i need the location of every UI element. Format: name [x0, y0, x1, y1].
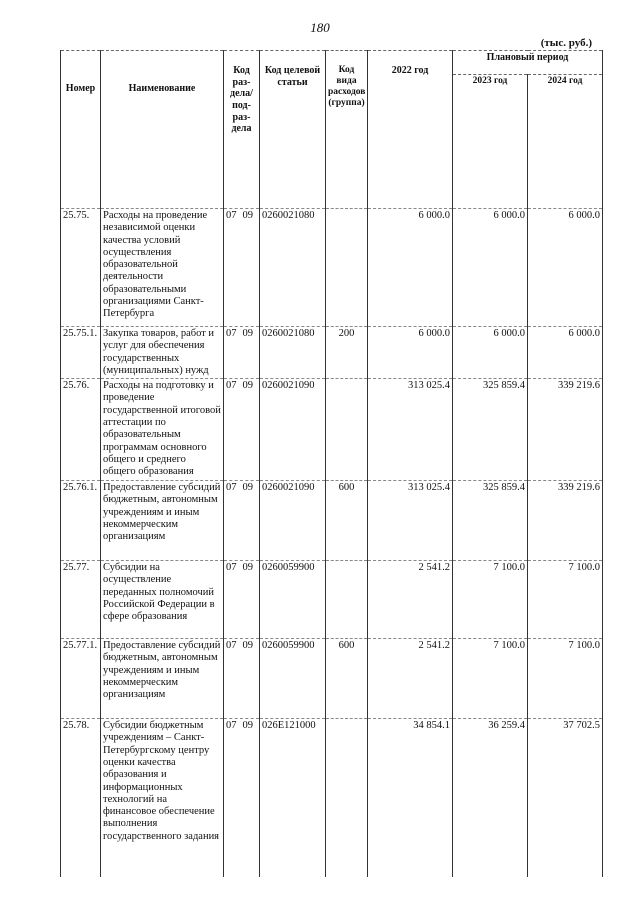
- row-target-code: 0260021080: [260, 209, 326, 327]
- subsection-code: 09: [242, 380, 253, 392]
- row-name: Предоставление субсидий бюджетным, автономным учреждениям и иным некоммерческим организациям: [101, 481, 224, 561]
- row-section-code: [224, 209, 260, 327]
- row-section-code: [224, 379, 260, 481]
- row-value-2022: 34 854.1: [368, 719, 453, 877]
- row-value-2022: 2 541.2: [368, 561, 453, 639]
- header-number: Номер: [61, 51, 101, 201]
- row-value-2022: 6 000.0: [368, 209, 453, 327]
- row-value-2024: 6 000.0: [528, 327, 603, 379]
- row-value-2023: 7 100.0: [453, 561, 528, 639]
- row-number: 25.77.: [61, 561, 101, 639]
- table-row: [61, 379, 603, 481]
- row-type-code: 200: [326, 327, 368, 379]
- row-type-code: 600: [326, 481, 368, 561]
- section-code: 07: [226, 562, 237, 574]
- row-target-code: 0260059900: [260, 561, 326, 639]
- row-section-code: [224, 481, 260, 561]
- page-number: 180: [310, 20, 330, 35]
- section-code: 07: [226, 210, 237, 221]
- budget-table: [60, 50, 603, 877]
- row-number: 25.76.1.: [61, 481, 101, 561]
- row-value-2024: 7 100.0: [528, 639, 603, 719]
- header-code-type: Код вида расходов (группа): [326, 51, 368, 201]
- table-row: [61, 481, 603, 561]
- row-section-code: [224, 719, 260, 877]
- subsection-code: 09: [242, 640, 253, 652]
- row-type-code: 600: [326, 639, 368, 719]
- header-year-2024: 2024 год: [528, 75, 603, 200]
- row-value-2022: 313 025.4: [368, 481, 453, 561]
- row-name: Закупка товаров, работ и услуг для обеспечения государственных (муниципальных) нужд: [101, 327, 224, 379]
- row-section-code: [224, 561, 260, 639]
- row-target-code: 0260021090: [260, 481, 326, 561]
- row-target-code: 0260021080: [260, 327, 326, 379]
- section-code: 07: [226, 720, 237, 732]
- row-value-2023: 36 259.4: [453, 719, 528, 877]
- table-row: [61, 209, 603, 327]
- row-name: Субсидии на осуществление переданных полномочий Российской Федерации в сфере образования: [101, 561, 224, 639]
- section-code: 07: [226, 328, 237, 339]
- row-value-2023: 325 859.4: [453, 379, 528, 481]
- section-code: 07: [226, 482, 237, 494]
- row-section-code: [224, 639, 260, 719]
- row-type-code: [326, 561, 368, 639]
- row-number: 25.77.1.: [61, 639, 101, 719]
- row-number: 25.75.: [61, 209, 101, 327]
- header-year-2022: 2022 год: [368, 51, 453, 201]
- row-target-code: 0260059900: [260, 639, 326, 719]
- row-value-2023: 6 000.0: [453, 327, 528, 379]
- row-name: Расходы на проведение независимой оценки качества условий осуществления образовательной деятельности образовательными организациями Санкт-Петербурга: [101, 209, 224, 327]
- header-planning-period: Плановый период: [453, 51, 603, 75]
- row-value-2024: 7 100.0: [528, 561, 603, 639]
- row-type-code: [326, 209, 368, 327]
- row-type-code: [326, 719, 368, 877]
- row-name: Расходы на подготовку и проведение государственной итоговой аттестации по образовательным программам основного общего и среднего общего образования: [101, 379, 224, 481]
- table-row: [61, 639, 603, 719]
- header-year-2023: 2023 год: [453, 75, 528, 200]
- row-section-code: [224, 327, 260, 379]
- row-value-2022: 6 000.0: [368, 327, 453, 379]
- row-value-2024: 6 000.0: [528, 209, 603, 327]
- row-value-2024: 37 702.5: [528, 719, 603, 877]
- section-code: 07: [226, 380, 237, 392]
- subsection-code: 09: [242, 720, 253, 732]
- table-row: [61, 327, 603, 379]
- subsection-code: 09: [242, 482, 253, 494]
- subsection-code: 09: [242, 562, 253, 574]
- row-value-2023: 6 000.0: [453, 209, 528, 327]
- row-value-2022: 2 541.2: [368, 639, 453, 719]
- row-name: Субсидии бюджетным учреждениям – Санкт-Петербургскому центру оценки качества образования и информационных технологий на финансовое обеспечение выполнения государственного задания: [101, 719, 224, 877]
- table-row: [61, 719, 603, 877]
- row-value-2024: 339 219.6: [528, 379, 603, 481]
- header-code-section: Код раз-дела/ под-раз-дела: [224, 51, 260, 201]
- row-number: 25.78.: [61, 719, 101, 877]
- row-type-code: [326, 379, 368, 481]
- row-value-2023: 7 100.0: [453, 639, 528, 719]
- header-code-target: Код целевой статьи: [260, 51, 326, 201]
- row-number: 25.76.: [61, 379, 101, 481]
- row-value-2023: 325 859.4: [453, 481, 528, 561]
- section-code: 07: [226, 640, 237, 652]
- row-value-2024: 339 219.6: [528, 481, 603, 561]
- units-label: (тыс. руб.): [540, 37, 592, 49]
- row-value-2022: 313 025.4: [368, 379, 453, 481]
- row-number: 25.75.1.: [61, 327, 101, 379]
- row-target-code: 0260021090: [260, 379, 326, 481]
- row-name: Предоставление субсидий бюджетным, автономным учреждениям и иным некоммерческим организациям: [101, 639, 224, 719]
- header-name: Наименование: [101, 51, 224, 201]
- table-row: [61, 561, 603, 639]
- subsection-code: 09: [242, 328, 253, 339]
- row-target-code: 026E121000: [260, 719, 326, 877]
- subsection-code: 09: [242, 210, 253, 221]
